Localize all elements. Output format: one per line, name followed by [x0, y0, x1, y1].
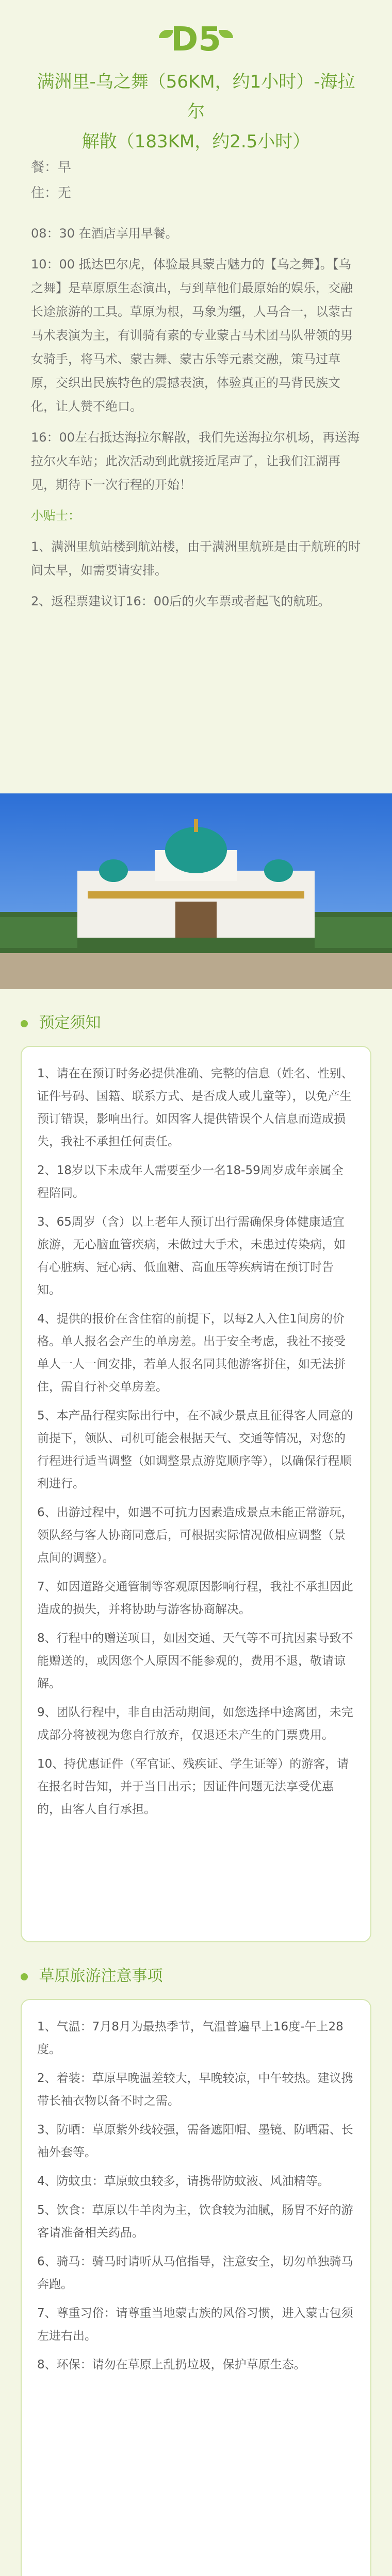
schedule-item: 10：00 抵达巴尔虎，体验最具蒙古魅力的【乌之舞】。【乌之舞】是草原原生态演出，与到草他们最原始的娱乐，交融长途旅游的工具。草原为根，马象为缰，人马合一，以蒙古马术表演为主，有训骑有素的专业蒙古马术团马队带领的男女骑手，将马术、蒙古舞、蒙古乐等元素交融，策马过草原，交织出民族特色的震撼表演，体验真正的马背民族文化，让人赞不绝口。	[31, 257, 353, 414]
tip-item: 1、满洲里航站楼到航站楼，由于满洲里航班是由于航班的时间太早，如需要请安排。	[31, 539, 361, 578]
itinerary	[31, 222, 361, 620]
booking-item: 8、行程中的赠送项目，如因交通、天气等不可抗因素导致不能赠送的，或因您个人原因不能参观的，费用不退，敬请谅解。	[37, 1632, 353, 1690]
booking-item: 3、65周岁（含）以上老年人预订出行需确保身体健康适宜旅游，无心脑血管疾病，未做过大手术，未患过传染病，如有心脏病、冠心病、低血糖、高血压等疾病请在预订时告知。	[37, 1215, 346, 1297]
hotel-label: 住：无	[31, 185, 72, 201]
route-title	[31, 67, 361, 157]
meals-info	[31, 155, 361, 206]
prairie-section-title	[21, 1963, 163, 1994]
day-number: D5	[171, 21, 221, 59]
prairie-item: 3、防晒：草原紫外线较强，需备遮阳帽、墨镜、防晒霜、长袖外套等。	[37, 2123, 353, 2159]
booking-item: 10、持优惠证件（军官证、残疾证、学生证等）的游客，请在报名时告知，并于当日出示；因证件问题无法享受优惠的，由客人自行承担。	[37, 1757, 349, 1816]
prairie-item: 2、着装：草原早晚温差较大，早晚较凉，中午较热。建议携带长袖衣物以备不时之需。	[37, 2072, 353, 2108]
prairie-item: 7、尊重习俗：请尊重当地蒙古族的风俗习惯，进入蒙古包须左进右出。	[37, 2307, 353, 2343]
schedule-item: 16：00左右抵达海拉尔解散，我们先送海拉尔机场，再送海拉尔火车站；此次活动到此就接近尾声了，让我们江湖再见，期待下一次行程的开始！	[31, 430, 360, 492]
booking-item: 7、如因道路交通管制等客观原因影响行程，我社不承担因此造成的损失，并将协助与游客协商解决。	[37, 1580, 353, 1616]
prairie-item: 6、骑马：骑马时请听从马倌指导，注意安全，切勿单独骑马奔跑。	[37, 2255, 353, 2291]
bullet-dot-icon	[21, 1973, 28, 1980]
section-title-text: 草原旅游注意事项	[39, 1967, 163, 1985]
booking-item: 5、本产品行程实际出行中，在不减少景点且征得客人同意的前提下，领队、司机可能会根据天气、交通等情况，对您的行程进行适当调整（如调整景点游览顺序等），以确保行程顺利进行。	[37, 1409, 353, 1490]
booking-item: 1、请在在预订时务必提供准确、完整的信息（姓名、性别、证件号码、国籍、联系方式、是否成人或儿童等），以免产生预订错误，影响出行。如因客人提供错误个人信息而造成损失，我社不承担任何责任。	[37, 1067, 353, 1148]
route-line-1: 满洲里-乌之舞（56KM，约1小时）-海拉尔	[37, 72, 355, 122]
prairie-item: 8、环保：请勿在草原上乱扔垃圾，保护草原生态。	[37, 2358, 306, 2371]
day-badge	[155, 21, 237, 62]
tips-label: 小贴士：	[31, 509, 80, 523]
booking-item: 6、出游过程中，如遇不可抗力因素造成景点未能正常游玩，领队经与客人协商同意后，可根据实际情况做相应调整（景点间的调整）。	[37, 1506, 353, 1565]
booking-section-title	[21, 1010, 101, 1041]
building-photo	[0, 793, 392, 989]
tip-item: 2、返程票建议订16：00后的火车票或者起飞的航班。	[31, 594, 331, 608]
prairie-item: 1、气温：7月8月为最热季节，气温普遍早上16度-午上28度。	[37, 2020, 344, 2056]
schedule-item: 08：30 在酒店享用早餐。	[31, 226, 178, 241]
meal-label: 餐：早	[31, 160, 72, 175]
section-title-text: 预定须知	[39, 1014, 101, 1032]
booking-item: 9、团队行程中，非自由活动期间，如您选择中途离团，未完成部分将被视为您自行放弃，仅退还未产生的门票费用。	[37, 1706, 353, 1742]
prairie-item: 5、饮食：草原以牛羊肉为主，饮食较为油腻，肠胃不好的游客请准备相关药品。	[37, 2204, 353, 2240]
prairie-item: 4、防蚊虫：草原蚊虫较多，请携带防蚊液、风油精等。	[37, 2175, 330, 2188]
booking-item: 4、提供的报价在含住宿的前提下，以每2人入住1间房的价格。单人报名会产生的单房差。出于安全考虑，我社不接受单人一人一间安排，若单人报名同其他游客拼住，如无法拼住，需自行补交单房差。	[37, 1312, 346, 1394]
bullet-dot-icon	[21, 1020, 28, 1027]
prairie-card	[21, 1999, 371, 2576]
booking-card	[21, 1046, 371, 1942]
booking-item: 2、18岁以下未成年人需要至少一名18-59周岁成年亲属全程陪同。	[37, 1164, 344, 1200]
route-line-2: 解散（183KM，约2.5小时）	[81, 131, 311, 152]
